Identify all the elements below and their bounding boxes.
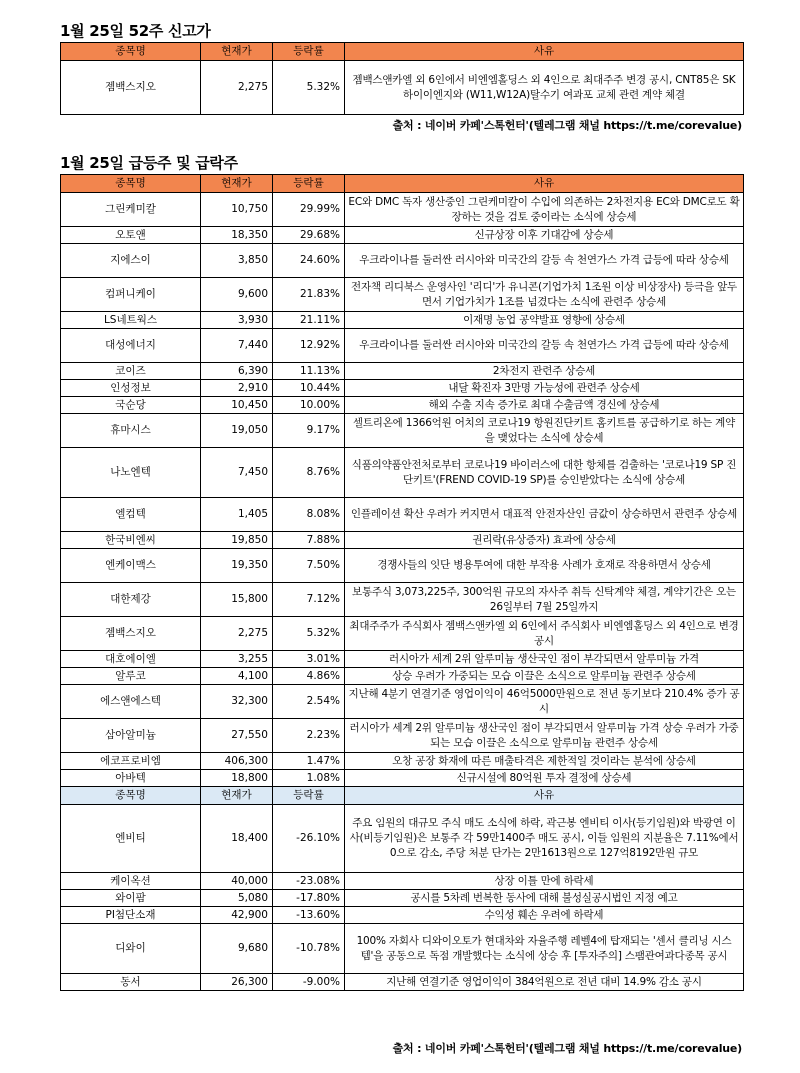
stock-change: 21.11% — [273, 312, 345, 329]
table-row — [61, 890, 744, 907]
stock-change: 10.44% — [273, 380, 345, 397]
stock-reason: 지난해 4분기 연결기준 영업이익이 46억5000만원으로 전년 동기보다 210.4% 증가 공시 — [345, 685, 744, 719]
stock-name: 엔케이맥스 — [61, 549, 201, 583]
header-change: 등락률 — [273, 175, 345, 193]
high52-table — [60, 42, 744, 115]
stock-reason: 러시아가 세계 2위 알루미늄 생산국인 점이 부각되면서 알루미늄 가격 — [345, 651, 744, 668]
table-row — [61, 770, 744, 787]
stock-name: 컴퍼니케이 — [61, 278, 201, 312]
stock-name: 알루코 — [61, 668, 201, 685]
table-row — [61, 397, 744, 414]
table-row — [61, 805, 744, 873]
stock-name: 젬백스지오 — [61, 61, 201, 115]
stock-change: 24.60% — [273, 244, 345, 278]
table-row — [61, 532, 744, 549]
stock-name: 지에스이 — [61, 244, 201, 278]
stock-name: 디와이 — [61, 924, 201, 974]
stock-price: 19,350 — [201, 549, 273, 583]
stock-price: 406,300 — [201, 753, 273, 770]
stock-name: 와이팜 — [61, 890, 201, 907]
table-row — [61, 414, 744, 448]
header-name: 종목명 — [61, 787, 201, 805]
stock-price: 26,300 — [201, 974, 273, 991]
stock-price: 3,930 — [201, 312, 273, 329]
stock-reason: 최대주주가 주식회사 젬백스앤카엘 외 6인에서 주식회사 비엔엠홀딩스 외 4인으로 변경 공시 — [345, 617, 744, 651]
stock-name: 엔비티 — [61, 805, 201, 873]
stock-name: 코이즈 — [61, 363, 201, 380]
source-note: 출처 : 네이버 카페'스톡헌터'(텔레그램 채널 https://t.me/corevalue) — [392, 119, 742, 132]
table-row — [61, 924, 744, 974]
stock-price: 2,275 — [201, 61, 273, 115]
stock-change: -26.10% — [273, 805, 345, 873]
stock-change: 7.50% — [273, 549, 345, 583]
header-name: 종목명 — [61, 43, 201, 61]
stock-name: 삼아알미늄 — [61, 719, 201, 753]
source-note-bottom: 출처 : 네이버 카페'스톡헌터'(텔레그램 채널 https://t.me/corevalue) — [392, 1042, 742, 1055]
stock-reason: 우크라이나를 둘러싼 러시아와 미국간의 갈등 속 천연가스 가격 급등에 따라 상승세 — [345, 244, 744, 278]
stock-change: 2.54% — [273, 685, 345, 719]
stock-name: 에코프로비엠 — [61, 753, 201, 770]
stock-price: 5,080 — [201, 890, 273, 907]
stock-change: 10.00% — [273, 397, 345, 414]
stock-reason: 수익성 훼손 우려에 하락세 — [345, 907, 744, 924]
stock-change: 11.13% — [273, 363, 345, 380]
stock-name: 그린케미칼 — [61, 193, 201, 227]
stock-name: 인성정보 — [61, 380, 201, 397]
stock-change: 4.86% — [273, 668, 345, 685]
table-row — [61, 753, 744, 770]
stock-reason: 신규상장 이후 기대감에 상승세 — [345, 227, 744, 244]
header-price: 현재가 — [201, 43, 273, 61]
table-row — [61, 719, 744, 753]
stock-change: 9.17% — [273, 414, 345, 448]
stock-price: 6,390 — [201, 363, 273, 380]
table-header-row — [61, 787, 744, 805]
stock-change: 7.88% — [273, 532, 345, 549]
stock-price: 4,100 — [201, 668, 273, 685]
stock-reason: 경쟁사들의 잇단 병용투여에 대한 부작용 사례가 호재로 작용하면서 상승세 — [345, 549, 744, 583]
stock-name: LS네트웍스 — [61, 312, 201, 329]
stock-price: 3,255 — [201, 651, 273, 668]
table-row — [61, 617, 744, 651]
stock-name: 오토앤 — [61, 227, 201, 244]
stock-name: 에스앤에스텍 — [61, 685, 201, 719]
table-row — [61, 363, 744, 380]
stock-change: 21.83% — [273, 278, 345, 312]
table-row — [61, 974, 744, 991]
stock-change: 29.68% — [273, 227, 345, 244]
section-title-movers: 1월 25일 급등주 및 급락주 — [60, 154, 238, 172]
stock-reason: 이재명 농업 공약발표 영향에 상승세 — [345, 312, 744, 329]
table-row — [61, 498, 744, 532]
stock-price: 18,800 — [201, 770, 273, 787]
stock-reason: 지난해 연결기준 영업이익이 384억원으로 전년 대비 14.9% 감소 공시 — [345, 974, 744, 991]
stock-reason: 보통주식 3,073,225주, 300억원 규모의 자사주 취득 신탁계약 체결, 계약기간은 오는 26일부터 7월 25일까지 — [345, 583, 744, 617]
table-row — [61, 651, 744, 668]
stock-name: 휴마시스 — [61, 414, 201, 448]
stock-price: 3,850 — [201, 244, 273, 278]
stock-reason: 공시를 5차례 번복한 동사에 대해 불성실공시법인 지정 예고 — [345, 890, 744, 907]
stock-reason: 2차전지 관련주 상승세 — [345, 363, 744, 380]
stock-reason: 100% 자회사 디와이오토가 현대차와 자율주행 레벨4에 탑재되는 '센서 클리닝 시스템'을 공동으로 독점 개발했다는 소식에 상승 후 [투자주의] 스팸관여과다종목 공시 — [345, 924, 744, 974]
stock-price: 32,300 — [201, 685, 273, 719]
stock-price: 1,405 — [201, 498, 273, 532]
stock-price: 19,850 — [201, 532, 273, 549]
stock-reason: 상장 이틀 만에 하락세 — [345, 873, 744, 890]
table-row — [61, 873, 744, 890]
stock-name: 동서 — [61, 974, 201, 991]
stock-reason: 권리락(유상증자) 효과에 상승세 — [345, 532, 744, 549]
stock-price: 10,750 — [201, 193, 273, 227]
stock-change: -13.60% — [273, 907, 345, 924]
stock-reason: 신규시설에 80억원 투자 결정에 상승세 — [345, 770, 744, 787]
stock-change: -17.80% — [273, 890, 345, 907]
table-row — [61, 244, 744, 278]
stock-reason: 셀트리온에 1366억원 어치의 코로나19 항원진단키트 홈키트를 공급하기로 하는 계약을 맺었다는 소식에 상승세 — [345, 414, 744, 448]
header-change: 등락률 — [273, 787, 345, 805]
header-price: 현재가 — [201, 175, 273, 193]
stock-price: 9,680 — [201, 924, 273, 974]
table-header-row — [61, 175, 744, 193]
stock-name: PI첨단소재 — [61, 907, 201, 924]
stock-price: 7,450 — [201, 448, 273, 498]
stock-reason: 우크라이나를 둘러싼 러시아와 미국간의 갈등 속 천연가스 가격 급등에 따라 상승세 — [345, 329, 744, 363]
stock-reason: 젬백스앤카엘 외 6인에서 비엔엠홀딩스 외 4인으로 최대주주 변경 공시, CNT85은 SK하이이엔지와 (W11,W12A)탈수기 여과포 교체 관련 계약 체결 — [345, 61, 744, 115]
table-row — [61, 278, 744, 312]
stock-reason: 식품의약품안전처로부터 코로나19 바이러스에 대한 항체를 검출하는 '코로나19 SP 진단키트'(FREND COVID-19 SP)를 승인받았다는 소식에 상승세 — [345, 448, 744, 498]
stock-reason: 러시아가 세계 2위 알루미늄 생산국인 점이 부각되면서 알루미늄 가격 상승 우려가 가중되는 모습 이끌은 소식으로 알루미늄 관련주 상승세 — [345, 719, 744, 753]
stock-change: 7.12% — [273, 583, 345, 617]
header-reason: 사유 — [345, 43, 744, 61]
stock-price: 15,800 — [201, 583, 273, 617]
stock-change: 29.99% — [273, 193, 345, 227]
stock-name: 한국비엔씨 — [61, 532, 201, 549]
stock-reason: 오창 공장 화재에 따른 매출타격은 제한적일 것이라는 분석에 상승세 — [345, 753, 744, 770]
table-row — [61, 193, 744, 227]
table-row — [61, 329, 744, 363]
stock-name: 케이옥션 — [61, 873, 201, 890]
stock-reason: 상승 우려가 가중되는 모습 이끌은 소식으로 알루미늄 관련주 상승세 — [345, 668, 744, 685]
stock-price: 2,275 — [201, 617, 273, 651]
stock-price: 10,450 — [201, 397, 273, 414]
stock-price: 18,350 — [201, 227, 273, 244]
stock-change: 12.92% — [273, 329, 345, 363]
table-row — [61, 685, 744, 719]
stock-reason: 주요 임원의 대규모 주식 매도 소식에 하락, 곽근봉 엔비티 이사(등기임원)와 박광연 이사(비등기임원)은 보통주 각 59만1400주 매도 공시, 이들 임원의 지분율은 7.11%에서 0으로 감소, 주당 처분 단가는 2만1613원으로 127억8192만원 규모 — [345, 805, 744, 873]
stock-change: 1.47% — [273, 753, 345, 770]
stock-change: 2.23% — [273, 719, 345, 753]
stock-change: 1.08% — [273, 770, 345, 787]
stock-price: 2,910 — [201, 380, 273, 397]
table-row — [61, 583, 744, 617]
table-row — [61, 907, 744, 924]
stock-change: 3.01% — [273, 651, 345, 668]
stock-price: 40,000 — [201, 873, 273, 890]
header-reason: 사유 — [345, 787, 744, 805]
stock-name: 나노엔텍 — [61, 448, 201, 498]
stock-change: 8.08% — [273, 498, 345, 532]
stock-change: 5.32% — [273, 617, 345, 651]
section-title-52week-high: 1월 25일 52주 신고가 — [60, 22, 211, 40]
stock-reason: 내달 확진자 3만명 가능성에 관련주 상승세 — [345, 380, 744, 397]
table-row — [61, 227, 744, 244]
header-reason: 사유 — [345, 175, 744, 193]
table-row — [61, 668, 744, 685]
table-row — [61, 549, 744, 583]
table-row — [61, 312, 744, 329]
stock-name: 엘컴텍 — [61, 498, 201, 532]
stock-price: 27,550 — [201, 719, 273, 753]
header-name: 종목명 — [61, 175, 201, 193]
header-price: 현재가 — [201, 787, 273, 805]
stock-name: 국순당 — [61, 397, 201, 414]
stock-change: 8.76% — [273, 448, 345, 498]
stock-reason: EC와 DMC 독자 생산중인 그린케미칼이 수입에 의존하는 2차전지용 EC와 DMC로도 확장하는 것을 검토 중이라는 소식에 상승세 — [345, 193, 744, 227]
stock-price: 19,050 — [201, 414, 273, 448]
stock-change: -10.78% — [273, 924, 345, 974]
stock-name: 젬백스지오 — [61, 617, 201, 651]
stock-name: 대한제강 — [61, 583, 201, 617]
stock-reason: 인플레이션 확산 우려가 커지면서 대표적 안전자산인 금값이 상승하면서 관련주 상승세 — [345, 498, 744, 532]
stock-name: 아바텍 — [61, 770, 201, 787]
stock-price: 7,440 — [201, 329, 273, 363]
table-row — [61, 61, 744, 115]
stock-price: 18,400 — [201, 805, 273, 873]
table-row — [61, 380, 744, 397]
stock-name: 대성에너지 — [61, 329, 201, 363]
header-change: 등락률 — [273, 43, 345, 61]
table-row — [61, 448, 744, 498]
stock-change: -23.08% — [273, 873, 345, 890]
movers-table — [60, 174, 744, 991]
table-header-row — [61, 43, 744, 61]
stock-name: 대호에이엘 — [61, 651, 201, 668]
stock-reason: 전자책 리디북스 운영사인 '리디'가 유니콘(기업가치 1조원 이상 비상장사) 등극을 앞두면서 기업가치가 1조를 넘겼다는 소식에 관련주 상승세 — [345, 278, 744, 312]
stock-change: -9.00% — [273, 974, 345, 991]
stock-price: 9,600 — [201, 278, 273, 312]
stock-change: 5.32% — [273, 61, 345, 115]
stock-reason: 해외 수출 지속 증가로 최대 수출금액 경신에 상승세 — [345, 397, 744, 414]
stock-price: 42,900 — [201, 907, 273, 924]
